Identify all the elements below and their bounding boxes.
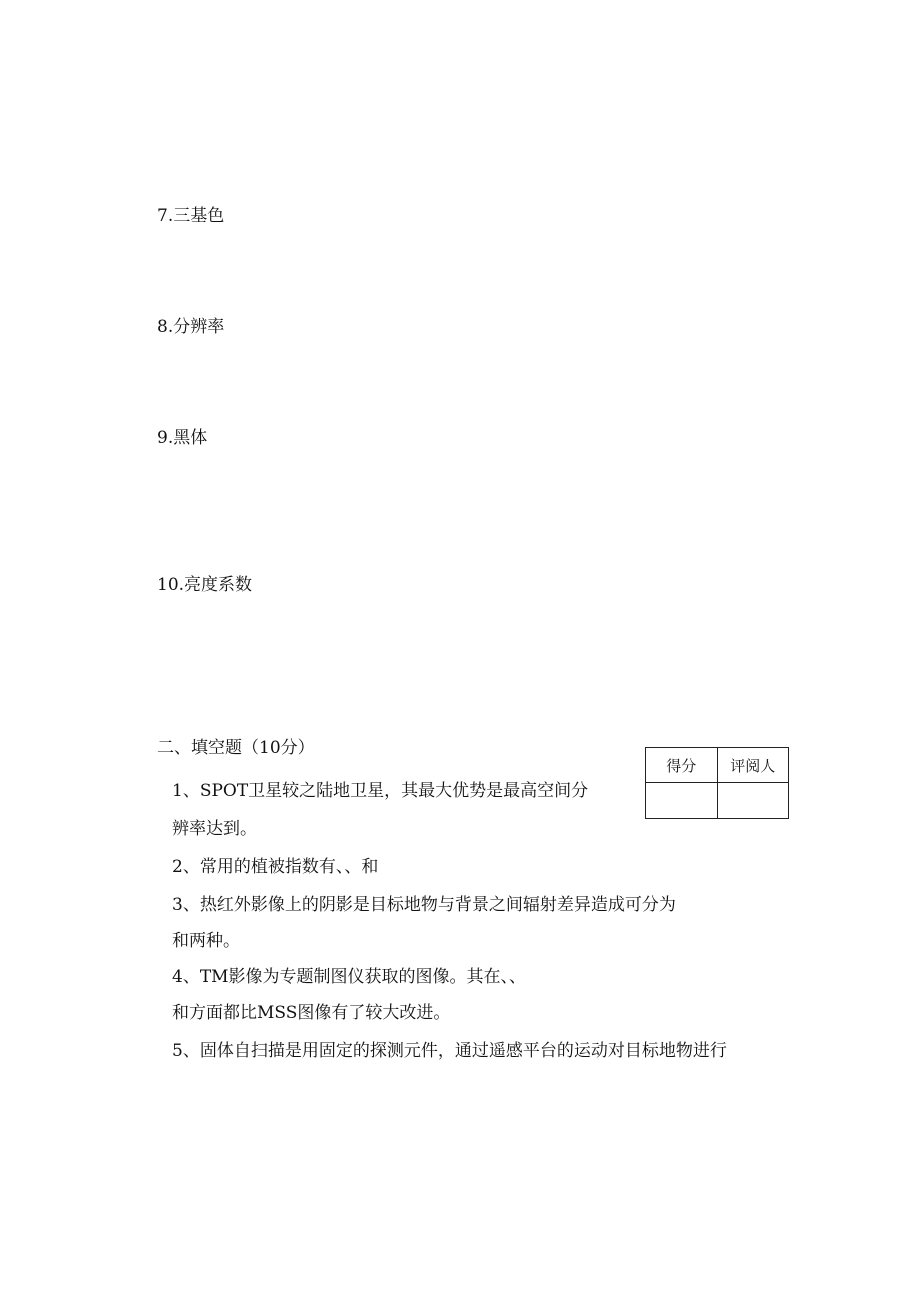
definition-number: 8.: [157, 317, 174, 337]
definition-item-10: [157, 574, 252, 596]
score-header: 得分: [646, 748, 718, 783]
definition-term: 分辨率: [173, 317, 225, 337]
definition-item-8: [157, 316, 224, 338]
definition-item-9: [157, 427, 207, 449]
definition-number: 7.: [157, 206, 174, 226]
question-1-line-2: 辨率达到。: [172, 819, 257, 839]
score-cell: [646, 783, 718, 819]
question-4-line-2: 和方面都比MSS图像有了较大改进。: [172, 1003, 451, 1023]
question-2-line-1: 2、常用的植被指数有、、和: [172, 857, 379, 877]
definition-number: 10.: [157, 575, 185, 595]
definition-term: 亮度系数: [184, 575, 253, 595]
section-title: 二、填空题（10分）: [157, 738, 315, 758]
definition-term: 黑体: [173, 428, 208, 448]
question-4-line-1: 4、TM影像为专题制图仪获取的图像。其在、、: [172, 967, 527, 987]
grader-header: 评阅人: [717, 748, 789, 783]
grader-cell: [717, 783, 789, 819]
question-3-line-1: 3、热红外影像上的阴影是目标地物与背景之间辐射差异造成可分为: [172, 895, 676, 915]
question-3-line-2: 和两种。: [172, 931, 240, 951]
definition-item-7: [157, 205, 224, 227]
definition-number: 9.: [157, 428, 174, 448]
question-5-line-1: 5、固体自扫描是用固定的探测元件，通过遥感平台的运动对目标地物进行: [172, 1041, 727, 1061]
definition-term: 三基色: [173, 206, 225, 226]
question-1-line-1: 1、SPOT卫星较之陆地卫星，其最大优势是最高空间分: [172, 781, 589, 801]
score-table: [645, 747, 789, 819]
